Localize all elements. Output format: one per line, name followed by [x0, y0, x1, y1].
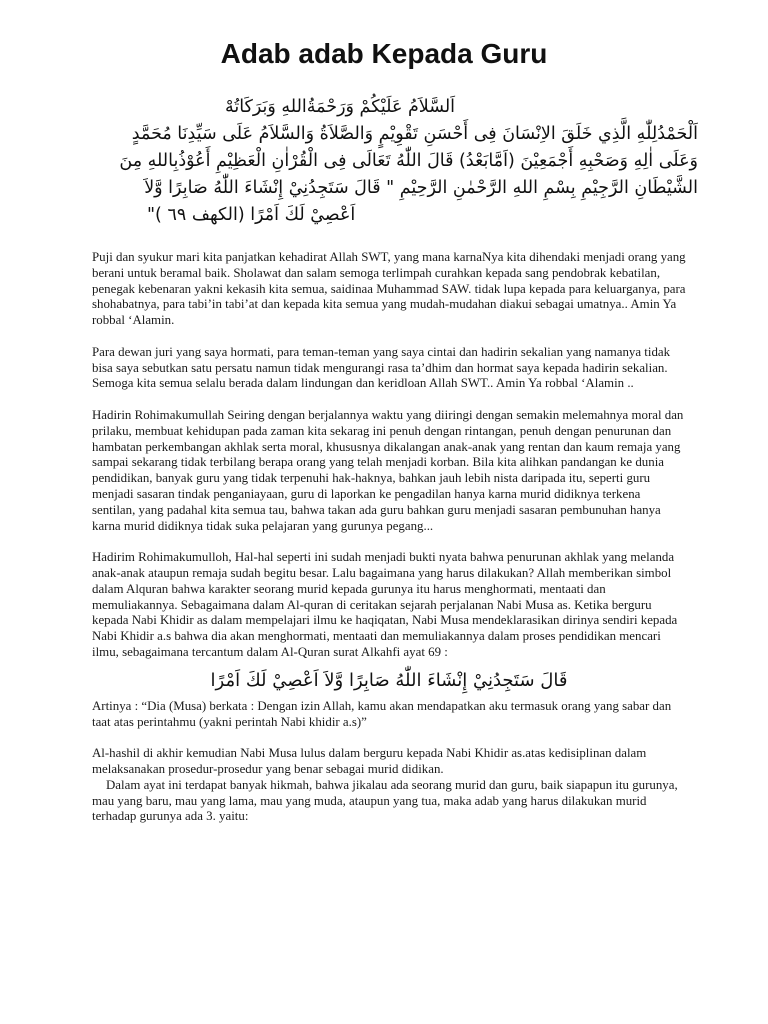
- paragraph-prayer: Semoga kita semua selalu berada dalam lindungan dan keridloan Allah SWT.. Amin Ya robbal ‘Alamin ..: [92, 376, 634, 391]
- paragraph-moral-decline: Hadirin Rohimakumullah Seiring dengan berjalannya waktu yang diiringi dengan semakin melemahnya moral dan prilaku, membuat kehidupan pada zaman kita sekarag ini penuh dengan rintangan, penuh dengan penurunan dan hambatan perkembangan akhlak serta moral, khususnya dikalangan anak-anak yang rentan dan kaum remaja yang sampai sekarang tidak terbilang berapa orang yang telah menjadi korban. Bila kita alihkan pandangan ke dunia pendidikan, banyak guru yang tidak terpenuhi hak-haknya, bahkan jauh lebih nista daripada itu, seperti guru menjadi sasaran tindak penganiayaan, guru di laporkan ke pengadilan hanya karna murid didiknya terkena sentilan, yang padahal kita semua tau, bahwa takan ada guru bahkan guru menjadi sasaran pembunuhan hanya karna murid didiknya tidak suka pelajaran yang gurunya pegang...: [92, 407, 684, 533]
- paragraph-conclusion: Al-hashil di akhir kemudian Nabi Musa lulus dalam berguru kepada Nabi Khidir as.atas kedisiplinan dalam melaksanakan prosedur-prosedur yang benar sebagai murid didikan.: [92, 746, 647, 776]
- arabic-salam: اَلسَّلاَمُ عَلَيْكُمْ وَرَحْمَةُاللهِ وَبَرَكَاتُهْ: [224, 97, 456, 117]
- paragraph-translation: Artinya : “Dia (Musa) berkata : Dengan izin Allah, kamu akan mendapatkan aku termasuk orang yang sabar dan taat atas perintahmu (yakni perintah Nabi khidir a.s)”: [92, 698, 672, 729]
- paragraph-quran-symbol: Hadirim Rohimakumulloh, Hal-hal seperti ini sudah menjadi bukti nyata bahwa penurunan akhlak yang melanda anak-anak ataupun remaja sudah begitu besar. Lalu bagaimana yang harus dilakukan? Allah memberikan simbol dalam Alquran bahwa karakter seorang murid kepada gurunya itu harus menghormati, mentaati dan memuliakannya. Sebagaimana dalam Al-quran di ceritakan sejarah perjalanan Nabi Musa as. Ketika berguru kepada Nabi Khidir as dalam mempelajari ilmu ke haqiqatan, Nabi Musa mendeklarasikan dirinya sendiri kepada Nabi Khidir a.s bahwa dia akan menghormati, mentaati dan memuliakannya dalam proses pendidikan mencari ilmu, sebagaimana tercantum dalam Al-Quran surat Alkahfi ayat 69 :: [92, 550, 678, 659]
- arabic-verse-alkahfi: قَالَ سَتَجِدُنِيْ إِنْشَاءَ اللّٰهُ صَابِرًا وَّلاَ اَعْصِيْ لَكَ اَمْرًا: [210, 669, 568, 691]
- document-body: [92, 250, 686, 825]
- page-title: Adab adab Kepada Guru: [220, 38, 548, 69]
- paragraph-greeting-jury: Para dewan juri yang saya hormati, para teman-teman yang saya cintai dan hadirin sekalian yang namanya tidak bisa saya sebutkan satu persatu namun tidak mengurangi rasa ta’dhim dan hormat saya kepada hadirin sekalian.: [92, 344, 671, 375]
- arabic-line-4: اَعْصِيْ لَكَ اَمْرًا (الكهف ٦٩ )": [147, 205, 356, 225]
- arabic-line-3: الشَّيْطَانِ الرَّجِيْمِ بِسْمِ اللهِ الرَّحْمٰنِ الرَّحِيْمِ " قَالَ سَتَجِدُنِيْ إِنْشَاءَ اللّٰهُ صَابِرًا وَّلاَ: [144, 178, 698, 198]
- paragraph-wisdom: Dalam ayat ini terdapat banyak hikmah, bahwa jikalau ada seorang murid dan guru, baik siapapun itu gurunya, mau yang baru, mau yang lama, mau yang muda, ataupun yang tua, maka adab yang harus dilakukan murid terhadap gurunya ada 3. yaitu:: [92, 777, 678, 824]
- paragraph-opening-praise: Puji dan syukur mari kita panjatkan kehadirat Allah SWT, yang mana karnaNya kita dihendaki menjadi orang yang berani untuk beramal baik. Sholawat dan salam semoga terlimpah curahkan kepada sang pendobrak kebatilan, penegak kebenaran yakni kekasih kita semua, saidinaa Muhammad SAW. tidak lupa kepada para keluarganya, para shohabatnya, para tabi’in tabi’at dan kepada kita semua yang mudah-mudahan diakui sebagai umatnya.. Amin Ya robbal ‘Alamin.: [92, 250, 686, 328]
- arabic-line-1: اَلْحَمْدُلِلّٰهِ الَّذِي خَلَقَ الاِنْسَانَ فِى أَحْسَنِ تَقْوِيْمٍ وَالصَّلاَةُ وَالسَّلاَمُ عَلَى سَيِّدِنَا مُحَمَّدٍ: [131, 124, 698, 144]
- arabic-opening: [62, 94, 698, 229]
- arabic-line-2: وَعَلَى اٰلِهِ وَصَحْبِهِ أَجْمَعِيْنَ (اَمَّابَعْدُ) قَالَ اللّٰهُ تَعَالَى فِى الْقُرْاٰنِ الْعَظِيْمِ أَعُوْذُبِاللهِ مِنَ: [119, 151, 698, 171]
